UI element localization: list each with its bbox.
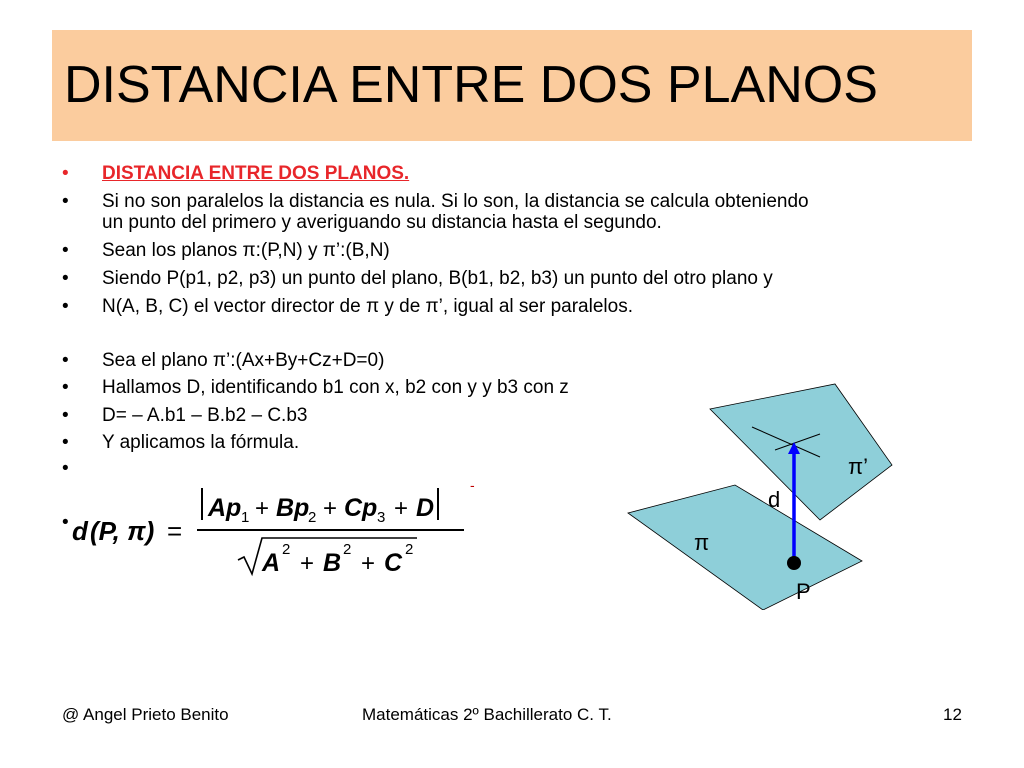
formula-denominator — [238, 538, 417, 577]
svg-text:2: 2 — [343, 541, 352, 558]
bullet-text: D= – A.b1 – B.b2 – C.b3 — [102, 405, 308, 426]
point-p-marker — [787, 556, 801, 570]
label-p: P — [796, 579, 811, 604]
bullet-text: N(A, B, C) el vector director de π y de π’, igual al ser paralelos. — [102, 296, 633, 317]
svg-text:2: 2 — [282, 541, 291, 558]
bullet-marker: • — [62, 268, 69, 289]
bullet-marker: • — [62, 512, 69, 533]
bullet-text: Si no son paralelos la distancia es nula. Si lo son, la distancia se calcula obteniendo — [102, 191, 809, 212]
svg-text:C: C — [384, 549, 403, 577]
footer-course: Matemáticas 2º Bachillerato C. T. — [362, 705, 612, 724]
svg-text:2: 2 — [405, 541, 414, 558]
distance-formula — [72, 480, 492, 580]
footer-author: @ Angel Prieto Benito — [62, 705, 229, 724]
title-bar — [52, 30, 972, 141]
bullet-text: Sean los planos π:(P,N) y π’:(B,N) — [102, 240, 390, 261]
svg-text:D: D — [416, 494, 435, 522]
svg-text:+: + — [300, 550, 315, 577]
bullet-text: un punto del primero y averiguando su distancia hasta el segundo. — [102, 212, 662, 233]
svg-text:2: 2 — [308, 509, 317, 526]
svg-text:1: 1 — [241, 509, 250, 526]
formula-equals: = — [167, 516, 183, 546]
label-d: d — [768, 487, 781, 512]
footer-page-number: 12 — [943, 705, 962, 724]
bullet-marker: • — [62, 377, 69, 398]
bullet-text: Siendo P(p1, p2, p3) un punto del plano, B(b1, b2, b3) un punto del otro plano y — [102, 268, 773, 289]
bullet-text: Sea el plano π’:(Ax+By+Cz+D=0) — [102, 350, 385, 371]
bullet-marker: • — [62, 432, 69, 453]
slide-title: DISTANCIA ENTRE DOS PLANOS — [64, 56, 878, 114]
svg-text:+: + — [394, 495, 409, 522]
bullet-text: Y aplicamos la fórmula. — [102, 432, 300, 453]
parallel-planes-figure — [620, 380, 900, 610]
label-pi: π — [694, 530, 710, 555]
bullet-marker: • — [62, 163, 69, 184]
svg-text:+: + — [323, 495, 338, 522]
label-pi-prime: π’ — [848, 454, 869, 479]
bullet-text: Hallamos D, identificando b1 con x, b2 con y y b3 con z — [102, 377, 569, 398]
svg-text:+: + — [255, 495, 270, 522]
bullet-marker: • — [62, 296, 69, 317]
bullet-marker: • — [62, 405, 69, 426]
svg-text:3: 3 — [377, 509, 386, 526]
svg-text:Ap: Ap — [208, 494, 242, 522]
bullet-marker: • — [62, 458, 69, 479]
svg-text:Cp: Cp — [344, 494, 378, 522]
formula-lhs-d: d — [72, 516, 88, 546]
bullet-marker: • — [62, 191, 69, 212]
formula-numerator — [202, 488, 438, 526]
svg-text:Bp: Bp — [276, 494, 310, 522]
svg-text:+: + — [361, 550, 376, 577]
bullet-marker: • — [62, 350, 69, 371]
bullet-text: DISTANCIA ENTRE DOS PLANOS. — [102, 163, 410, 184]
formula-dash: - — [470, 480, 475, 493]
svg-text:B: B — [323, 549, 342, 577]
svg-text:A: A — [262, 549, 281, 577]
bullet-marker: • — [62, 240, 69, 261]
formula-lhs-args: (P, π) — [90, 516, 155, 546]
